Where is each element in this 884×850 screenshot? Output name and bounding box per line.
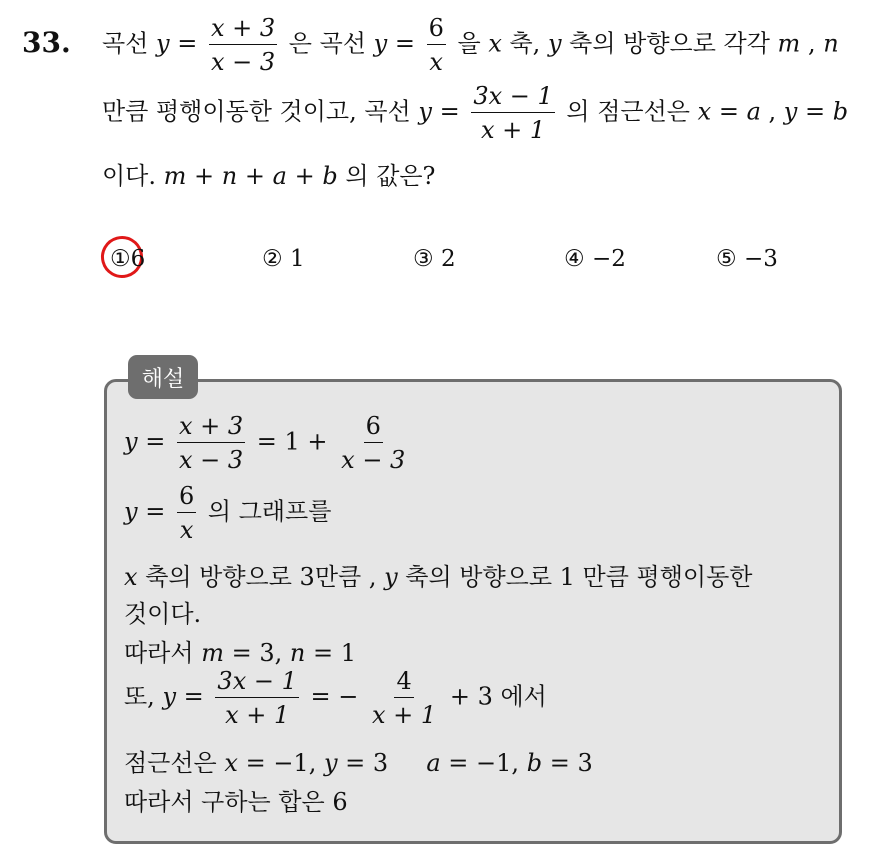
fraction-denominator: x − 3	[178, 446, 244, 474]
question-text: 축,	[509, 29, 541, 58]
choice-number: ④	[564, 246, 585, 272]
choice-number: ①	[110, 246, 131, 272]
fraction	[339, 414, 407, 472]
solution-text: 축의 방향으로 3만큼 ,	[145, 563, 377, 591]
math-var: n	[221, 162, 238, 190]
solution-text: = 3	[549, 749, 593, 777]
fraction-denominator: x + 1	[225, 701, 290, 729]
fraction	[177, 414, 245, 472]
math-op: ,	[807, 29, 816, 58]
question-number: 33.	[22, 26, 71, 59]
math-var: n	[289, 639, 306, 667]
math-op: =	[394, 29, 415, 58]
solution-text: = 1	[313, 639, 357, 667]
math-var: b	[322, 162, 338, 190]
math-var: y	[156, 29, 170, 58]
solution-text: 따라서	[124, 639, 194, 667]
math-op: =	[718, 97, 739, 126]
solution-text: 것이다.	[124, 600, 202, 628]
math-op: +	[294, 162, 315, 190]
math-var: y	[418, 97, 432, 126]
math-op: =	[805, 97, 826, 126]
fraction	[177, 484, 196, 542]
math-op: = −	[310, 682, 359, 711]
math-var: x	[124, 563, 138, 591]
math-op: =	[439, 97, 460, 126]
question-text: 축의 방향으로 각각	[569, 29, 770, 58]
question-text: 은 곡선	[288, 29, 366, 58]
solution-line-3	[124, 557, 752, 592]
math-op: =	[145, 497, 166, 526]
math-op: =	[177, 29, 198, 58]
math-var: a	[272, 162, 287, 190]
math-op: = 1 +	[256, 427, 328, 456]
choice-value: −3	[743, 246, 778, 272]
math-var: y	[162, 682, 177, 711]
math-var: x	[697, 97, 712, 126]
fraction-numerator: x + 3	[177, 414, 245, 443]
math-var: x	[224, 749, 238, 777]
solution-line-8	[124, 782, 348, 817]
fraction	[215, 669, 298, 727]
solution-text: = 3,	[231, 639, 283, 667]
choice-1[interactable]	[110, 246, 145, 272]
question-text: 이다.	[102, 162, 156, 190]
choice-number: ③	[413, 246, 434, 272]
solution-line-1	[124, 414, 411, 472]
math-var: b	[526, 749, 543, 777]
question-line-2	[102, 84, 848, 142]
fraction-numerator: 6	[427, 16, 446, 45]
choice-4[interactable]	[564, 246, 626, 272]
math-var: y	[384, 563, 398, 591]
solution-text: 점근선은	[124, 749, 217, 777]
fraction-denominator: x	[179, 516, 194, 544]
solution-tag: 해설	[128, 355, 198, 399]
fraction-1	[209, 16, 277, 74]
fraction	[370, 669, 438, 727]
math-op: ,	[768, 97, 777, 126]
choice-value: 6	[130, 246, 146, 272]
math-var: n	[823, 29, 839, 58]
solution-line-2	[124, 484, 331, 542]
choice-3[interactable]	[413, 246, 456, 272]
question-line-3	[102, 156, 435, 191]
solution-line-5	[124, 633, 356, 668]
math-var: y	[783, 97, 798, 126]
math-var: y	[547, 29, 562, 58]
solution-line-7	[124, 743, 593, 778]
math-op: +	[244, 162, 266, 190]
solution-line-4	[124, 594, 201, 629]
choice-5[interactable]	[716, 246, 778, 272]
question-text: 의 값은?	[345, 162, 436, 190]
choice-number: ⑤	[716, 246, 737, 272]
choice-value: 2	[440, 246, 456, 272]
question-text: 만큼 평행이동한 것이고, 곡선	[102, 97, 411, 126]
solution-text: 따라서 구하는 합은 6	[124, 788, 348, 816]
math-var: b	[832, 97, 849, 126]
fraction-2	[427, 16, 446, 74]
choice-value: −2	[591, 246, 626, 272]
math-var: a	[746, 97, 761, 126]
fraction-numerator: 4	[394, 669, 413, 698]
math-op: =	[145, 427, 166, 456]
solution-text: + 3 에서	[449, 682, 547, 711]
fraction-numerator: 6	[177, 484, 196, 513]
solution-text: = 3	[345, 749, 389, 777]
fraction-denominator: x − 3	[341, 446, 406, 474]
math-var: m	[777, 29, 801, 58]
math-var: m	[201, 639, 224, 667]
solution-text: 축의 방향으로 1 만큼 평행이동한	[405, 563, 753, 591]
math-var: y	[124, 427, 138, 456]
fraction-3	[471, 84, 554, 142]
fraction-numerator: 3x − 1	[215, 669, 298, 698]
math-var: m	[163, 162, 187, 190]
fraction-denominator: x − 3	[210, 48, 276, 76]
solution-text: = −1,	[245, 749, 317, 777]
math-op: +	[194, 162, 215, 190]
solution-text: = −1,	[448, 749, 520, 777]
fraction-numerator: 6	[364, 414, 383, 443]
math-op: =	[183, 682, 204, 711]
math-var: x	[488, 29, 502, 58]
question-text: 을	[457, 29, 481, 58]
question-text: 곡선	[102, 29, 149, 58]
question-text: 의 점근선은	[566, 97, 690, 126]
solution-line-6	[124, 669, 547, 727]
math-var: a	[426, 749, 441, 777]
solution-text: 또,	[124, 682, 155, 711]
question-line-1	[102, 16, 839, 74]
fraction-numerator: x + 3	[209, 16, 277, 45]
math-var: y	[373, 29, 388, 58]
choice-number: ②	[262, 246, 283, 272]
math-var: y	[124, 497, 138, 526]
fraction-denominator: x + 1	[372, 701, 437, 729]
choice-value: 1	[289, 246, 305, 272]
math-var: y	[323, 749, 338, 777]
solution-text: 의 그래프를	[207, 497, 332, 526]
fraction-numerator: 3x − 1	[471, 84, 554, 113]
choice-2[interactable]	[262, 246, 305, 272]
fraction-denominator: x + 1	[480, 116, 546, 144]
fraction-denominator: x	[429, 48, 443, 76]
